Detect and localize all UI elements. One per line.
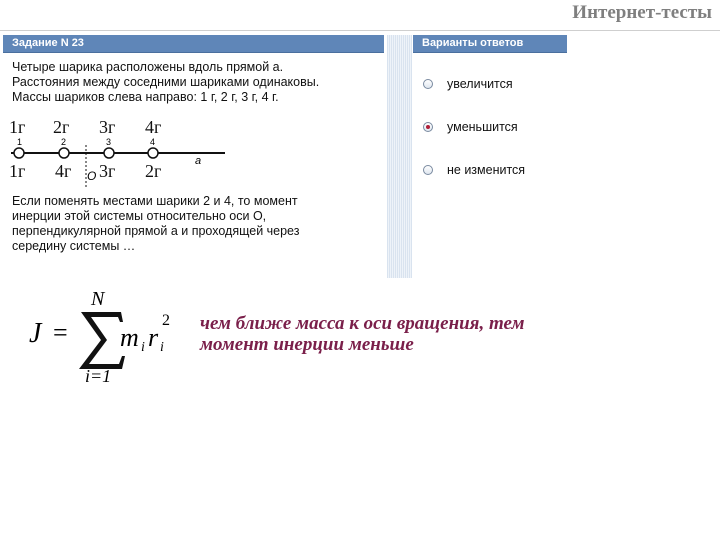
mass-label-top: 4г (145, 117, 162, 137)
mass-label-bottom: 4г (55, 161, 72, 181)
mass-label-bottom: 2г (145, 161, 162, 181)
ball-1 (14, 148, 24, 158)
radio-button[interactable] (423, 165, 433, 175)
task-heading: Задание N 23 (3, 35, 384, 53)
moment-of-inertia-formula (25, 288, 185, 386)
question-line: середину системы … (12, 239, 136, 253)
ball-4 (148, 148, 158, 158)
answer-option-increase[interactable] (423, 77, 513, 91)
radio-button-selected[interactable] (423, 122, 433, 132)
task-statement (12, 60, 382, 105)
axis-label: a (195, 155, 202, 167)
task-line: Массы шариков слева направо: 1 г, 2 г, 3 г, 4 г. (12, 90, 279, 104)
explanation-note (200, 313, 640, 355)
formula-lower-limit: i=1 (85, 366, 112, 386)
page-title: Интернет-тесты (572, 2, 712, 23)
mass-label-top: 2г (53, 117, 70, 137)
ball-number: 4 (150, 137, 156, 147)
ball-number: 1 (17, 137, 23, 147)
task-line: Четыре шарика расположены вдоль прямой a. (12, 60, 284, 74)
answers-heading: Варианты ответов (413, 35, 567, 53)
balls-diagram (3, 117, 384, 193)
mass-label-bottom: 3г (99, 161, 116, 181)
mass-label-top: 3г (99, 117, 116, 137)
formula-equals: = (53, 318, 68, 347)
answer-option-unchanged[interactable] (423, 163, 525, 177)
radio-button[interactable] (423, 79, 433, 89)
note-line: чем ближе масса к оси вращения, тем (200, 313, 525, 334)
mass-label-top: 1г (9, 117, 26, 137)
note-line: момент инерции меньше (200, 334, 414, 355)
origin-label: O (87, 169, 97, 183)
task-panel (3, 35, 384, 278)
task-line: Расстояния между соседними шариками одинаковы. (12, 75, 320, 89)
panel-divider (387, 35, 412, 278)
header-divider (0, 30, 720, 31)
formula-radius: r (148, 323, 159, 352)
ball-2 (59, 148, 69, 158)
answer-option-decrease[interactable] (423, 120, 518, 134)
question-line: инерции этой системы относительно оси O, (12, 209, 267, 223)
formula-subscript: i (141, 340, 145, 355)
answer-label: не изменится (447, 163, 526, 177)
question-line: перпендикулярной прямой a и проходящей через (12, 224, 300, 238)
formula-mass: m (120, 323, 139, 352)
question-line: Если поменять местами шарики 2 и 4, то момент (12, 194, 298, 208)
answer-label: увеличится (447, 77, 513, 91)
ball-number: 3 (106, 137, 112, 147)
answers-panel (413, 35, 567, 278)
formula-subscript: i (160, 340, 164, 355)
mass-label-bottom: 1г (9, 161, 26, 181)
formula-power: 2 (162, 312, 170, 329)
ball-3 (104, 148, 114, 158)
formula-upper-limit: N (91, 288, 105, 310)
answer-label: уменьшится (447, 120, 518, 134)
task-question (12, 194, 382, 254)
ball-number: 2 (61, 137, 67, 147)
formula-lhs: J (29, 318, 42, 349)
